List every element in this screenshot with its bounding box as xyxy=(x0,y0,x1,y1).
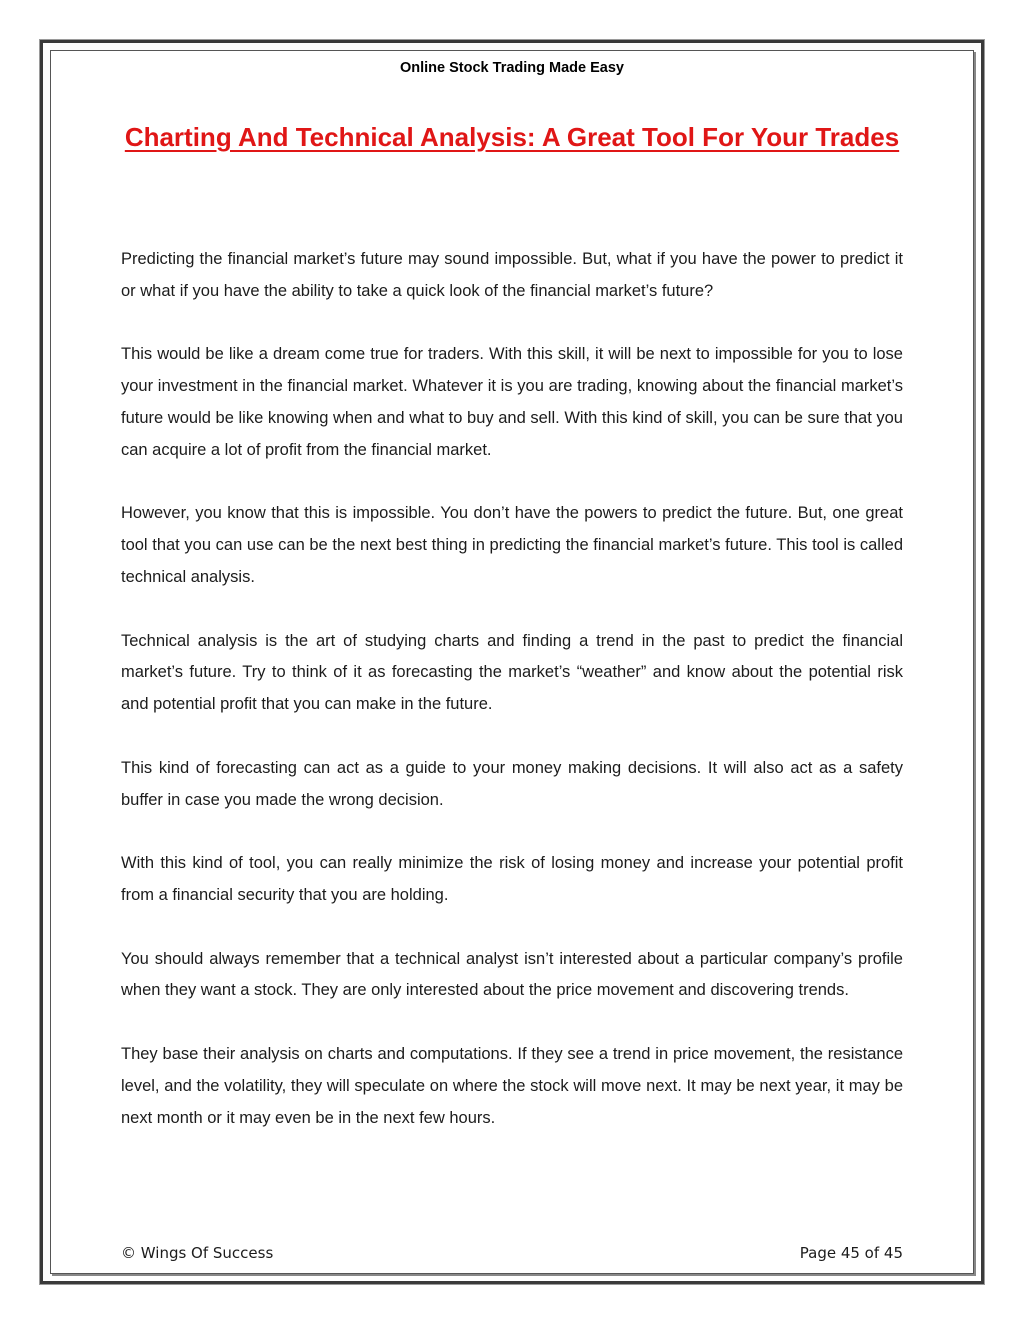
paragraph: They base their analysis on charts and computations. If they see a trend in price movement, the resistance level, and the volatility, they will speculate on where the stock will move next. It may be next year, it may be next month or it may even be in the next few hours. xyxy=(121,1044,903,1127)
paragraph: Technical analysis is the art of studying charts and finding a trend in the past to predict the financial market’s future. Try to think of it as forecasting the market’s “weather” and know about the potential risk and potential profit that you can make in the future. xyxy=(121,631,903,714)
paragraph: This kind of forecasting can act as a guide to your money making decisions. It will also act as a safety buffer in case you made the wrong decision. xyxy=(121,758,903,809)
paragraph: With this kind of tool, you can really minimize the risk of losing money and increase your potential profit from a financial security that you are holding. xyxy=(121,854,903,904)
paragraph: This would be like a dream come true for traders. With this skill, it will be next to impossible for you to lose your investment in the financial market. Whatever it is you are trading, knowing about the financial market’s future would be like knowing when and what to buy and sell. With this kind of skill, you can be sure that you can acquire a lot of profit from the financial market. xyxy=(121,345,903,459)
page-footer xyxy=(121,1244,903,1262)
body-content xyxy=(121,244,903,1166)
page-title: Charting And Technical Analysis: A Great Tool For Your Trades xyxy=(124,122,900,152)
paragraph: You should always remember that a technical analyst isn’t interested about a particular company’s profile when they want a stock. They are only interested about the price movement and discovering trends. xyxy=(121,949,903,1000)
running-header: Online Stock Trading Made Easy xyxy=(399,60,624,76)
copyright-text: © Wings Of Success xyxy=(121,1244,274,1262)
paragraph: However, you know that this is impossible. You don’t have the powers to predict the future. But, one great tool that you can use can be the next best thing in predicting the financial market’s future. This tool is called technical analysis. xyxy=(121,504,903,586)
paragraph: Predicting the financial market’s future may sound impossible. But, what if you have the power to predict it or what if you have the ability to take a quick look of the financial market’s future? xyxy=(121,250,903,300)
page-number: Page 45 of 45 xyxy=(799,1244,903,1262)
